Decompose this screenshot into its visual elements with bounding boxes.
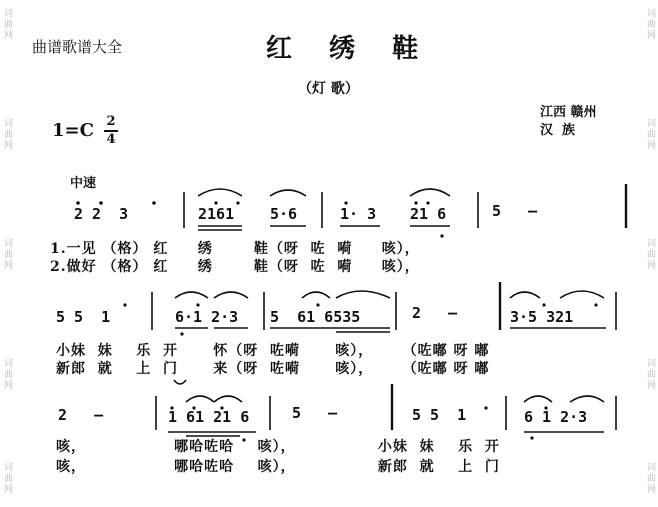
note-group: 6 1 2·3 — [524, 408, 588, 426]
note-group: 2161 — [198, 205, 235, 223]
note-group: 5 5 1 — [412, 406, 467, 424]
note-group: 2 2 3 — [74, 205, 129, 223]
site-name: 曲谱歌谱大全 — [32, 38, 123, 56]
origin-ethnicity: 汉 族 — [540, 123, 576, 138]
lyric-line: 咳， 哪哈咗哈 咳）， 小妹 妹 乐 开 — [56, 439, 500, 455]
watermark-right-2: 词曲网 — [645, 118, 655, 151]
note-group: 1 61 21 6 — [168, 408, 250, 426]
watermark-left-3: 词曲网 — [2, 238, 12, 271]
note-group: 5·6 — [270, 205, 298, 223]
song-subtitle: （灯 歌） — [298, 81, 359, 97]
tempo-marking: 中速 — [70, 176, 97, 191]
note-group: 5 61 6535 — [270, 308, 361, 326]
watermark-right-4: 词曲网 — [645, 358, 655, 391]
lyric-line: 小妹 妹 乐 开 怀（呀 咗嗬 咳）， （咗嘟 呀 嘟 — [56, 343, 490, 359]
watermark-left-2: 词曲网 — [2, 118, 12, 151]
watermark-left-4: 词曲网 — [2, 358, 12, 391]
watermark-right-1: 词曲网 — [645, 8, 655, 41]
song-title: 红 绣 鞋 — [266, 34, 433, 64]
lyric-line: 1.一见 （格） 红 绣 鞋（呀 咗 嗬 咳）， — [50, 241, 420, 257]
watermark-left-1: 词曲网 — [2, 8, 12, 41]
lyric-line: 咳， 哪哈咗哈 咳）， 新郎 就 上 门 — [56, 459, 500, 475]
origin-region: 江西 赣州 — [540, 105, 597, 120]
watermark-right-3: 词曲网 — [645, 238, 655, 271]
note-group: 3·5 321 — [510, 308, 574, 326]
key-signature: 1=C — [52, 120, 94, 141]
note-group: 2 — — [58, 406, 104, 424]
note-group: 1· 3 — [340, 205, 377, 223]
note-group: 5 5 1 — [56, 308, 111, 326]
note-group: 5 — — [492, 202, 538, 220]
watermark-right-5: 词曲网 — [645, 462, 655, 495]
time-signature-top: 2 — [106, 114, 116, 129]
note-group: 2 — — [412, 304, 458, 322]
note-group: 21 6 — [410, 205, 447, 223]
note-group: 5 — — [292, 404, 338, 422]
note-group: 6·1 2·3 — [175, 308, 239, 326]
watermark-left-5: 词曲网 — [2, 462, 12, 495]
lyric-line: 新郎 就 上 门 来（呀 咗嗬 咳）， （咗嘟 呀 嘟 — [56, 361, 490, 377]
time-signature-bottom: 4 — [106, 132, 116, 147]
lyric-line: 2.做好 （格） 红 绣 鞋（呀 咗 嗬 咳）， — [50, 259, 420, 275]
